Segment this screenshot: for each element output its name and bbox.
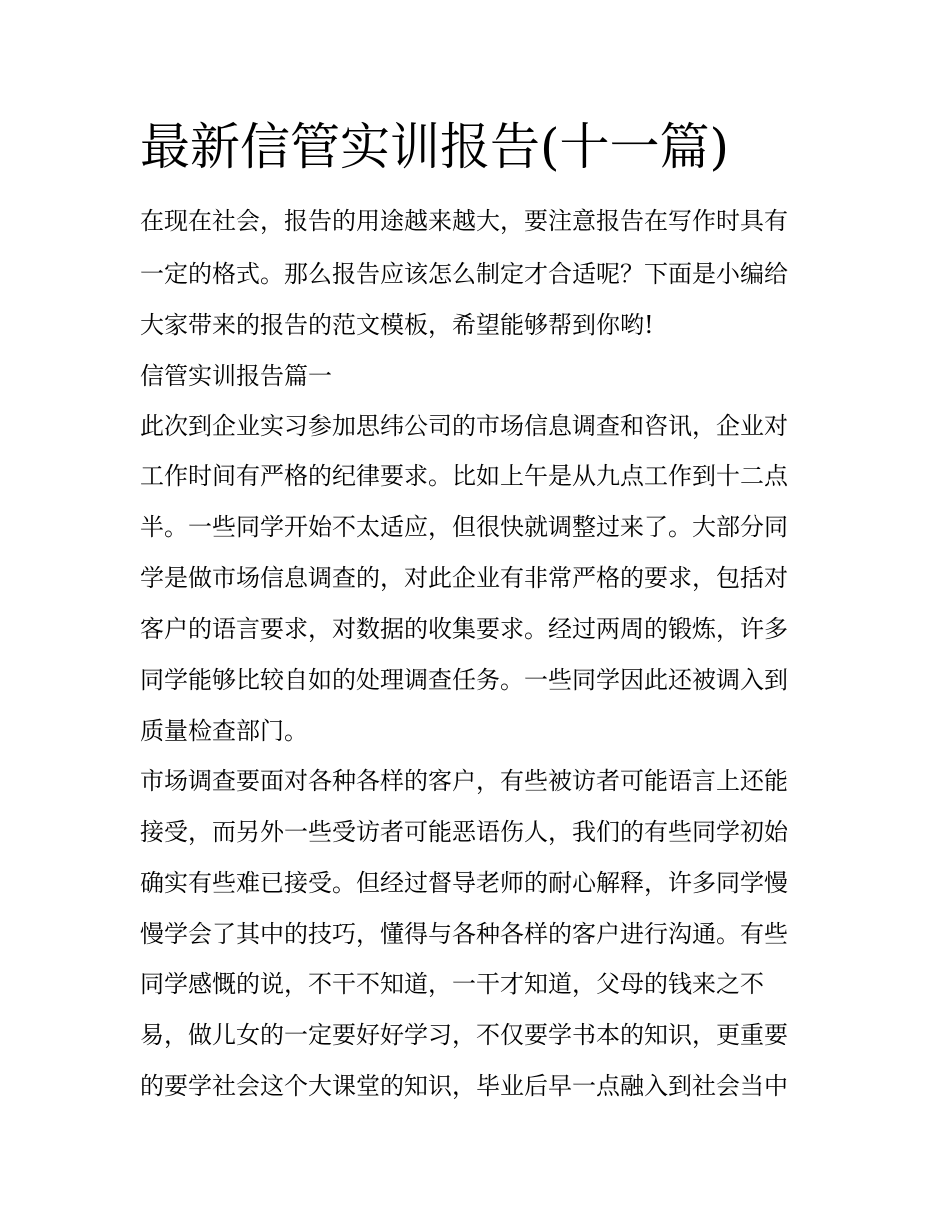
paragraph-1-line-1: 此次到企业实习参加思纬公司的市场信息调查和咨讯，企业对: [140, 412, 788, 440]
paragraph-2-line-1: 市场调查要面对各种各样的客户，有些被访者可能语言上还能: [140, 767, 788, 795]
paragraph-1-line-3: 半。一些同学开始不太适应，但很快就调整过来了。大部分同: [140, 513, 788, 541]
intro-line-2: 一定的格式。那么报告应该怎么制定才合适呢？下面是小编给: [140, 260, 788, 288]
paragraph-2-line-6: 易，做儿女的一定要好好学习，不仅要学书本的知识，更重要: [140, 1021, 788, 1049]
paragraph-2-line-4: 慢学会了其中的技巧，懂得与各种各样的客户进行沟通。有些: [140, 920, 788, 948]
paragraph-1-line-7: 质量检查部门。: [140, 717, 308, 745]
paragraph-1-line-6: 同学能够比较自如的处理调查任务。一些同学因此还被调入到: [140, 666, 788, 694]
paragraph-2-line-5: 同学感慨的说，不干不知道，一干才知道，父母的钱来之不: [140, 970, 764, 998]
document-title: 最新信管实训报告(十一篇): [140, 118, 730, 176]
paragraph-2-line-3: 确实有些难已接受。但经过督导老师的耐心解释，许多同学慢: [140, 869, 788, 897]
paragraph-1-line-4: 学是做市场信息调查的，对此企业有非常严格的要求，包括对: [140, 564, 788, 592]
intro-line-1: 在现在社会，报告的用途越来越大，要注意报告在写作时具有: [140, 207, 788, 235]
section-heading: 信管实训报告篇一: [140, 362, 332, 390]
paragraph-2-line-7: 的要学社会这个大课堂的知识，毕业后早一点融入到社会当中: [140, 1072, 788, 1100]
paragraph-1-line-2: 工作时间有严格的纪律要求。比如上午是从九点工作到十二点: [140, 462, 788, 490]
paragraph-2-line-2: 接受，而另外一些受访者可能恶语伤人，我们的有些同学初始: [140, 818, 788, 846]
paragraph-1-line-5: 客户的语言要求，对数据的收集要求。经过两周的锻炼，许多: [140, 615, 788, 643]
intro-line-3: 大家带来的报告的范文模板，希望能够帮到你哟!: [140, 311, 654, 339]
